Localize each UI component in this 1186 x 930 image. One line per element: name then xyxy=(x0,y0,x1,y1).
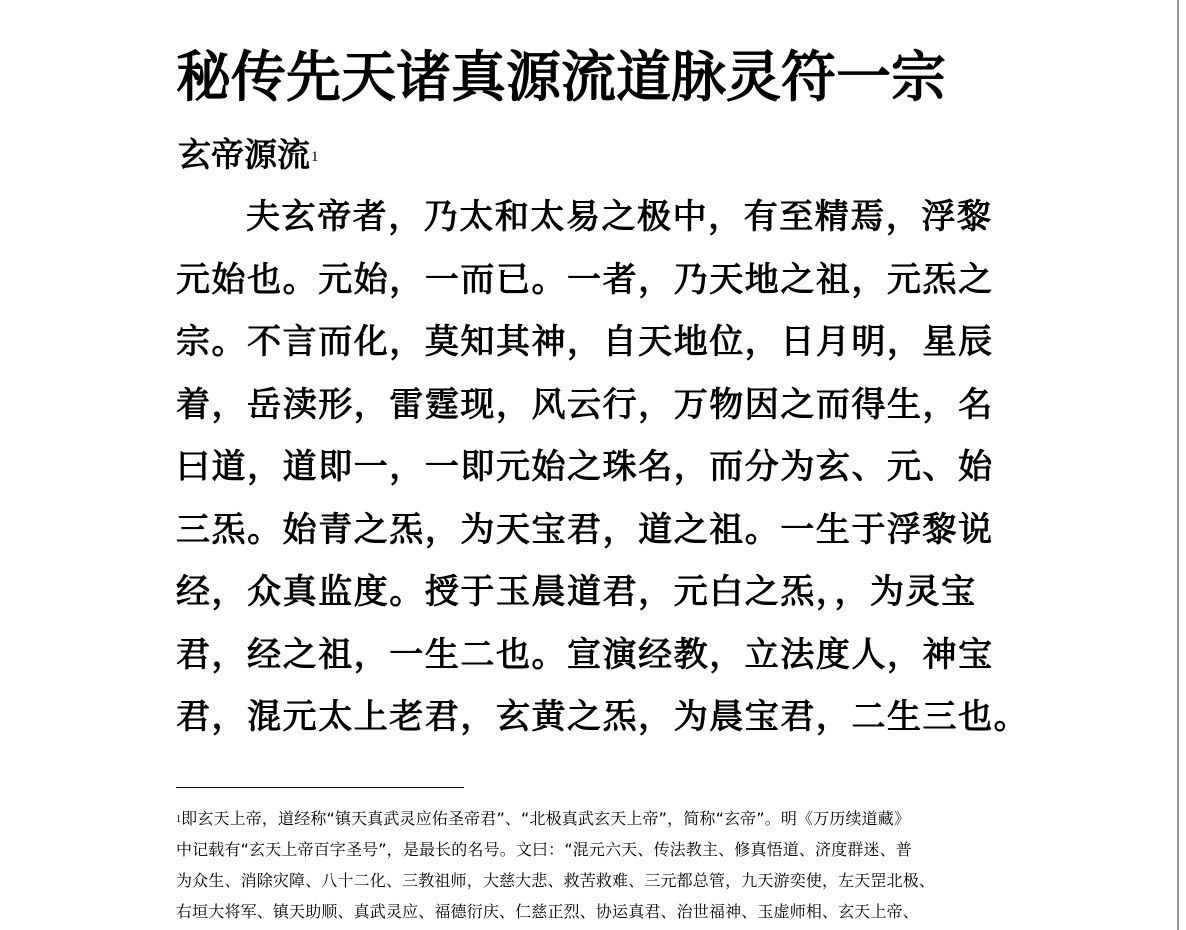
page-margin xyxy=(1179,0,1186,930)
footnote-line: 为众生、消除灾障、八十二化、三教祖师，大慈大悲、救苦救难、三元都总管，九天游奕使，左天罡北极、 xyxy=(176,871,936,890)
body-line: 君，混元太上老君，玄黄之炁，为晨宝君，二生三也。 xyxy=(176,697,1030,737)
body-line: 曰道，道即一，一即元始之珠名，而分为玄、元、始 xyxy=(176,447,994,487)
body-line: 着，岳渎形，雷霆现，风云行，万物因之而得生，名 xyxy=(176,384,994,425)
footnote xyxy=(176,803,1016,927)
section-heading xyxy=(178,134,319,176)
footnote-line: 右垣大将军、镇天助顺、真武灵应、福德衍庆、仁慈正烈、协运真君、治世福神、玉虚师相、玄天上帝、 xyxy=(176,902,919,921)
body-line: 三炁。始青之炁，为天宝君，道之祖。一生于浮黎说 xyxy=(176,509,994,550)
page-title: 秘传先天诸真源流道脉灵符一宗 xyxy=(176,45,947,109)
body-line: 元始也。元始，一而已。一者，乃天地之祖，元炁之 xyxy=(176,259,994,300)
body-line: 夫玄帝者，乃太和太易之极中，有至精焉，浮黎 xyxy=(246,197,993,237)
footnote-line: 中记载有“玄天上帝百字圣号”，是最长的名号。文曰：“混元六天、传法教主、修真悟道、济度群迷、普 xyxy=(176,840,912,859)
footnote-reference: 1 xyxy=(311,149,319,165)
body-line: 君，经之祖，一生二也。宣演经教，立法度人，神宝 xyxy=(176,634,994,675)
footnote-marker: 1 xyxy=(176,814,182,825)
body-paragraph xyxy=(176,186,1030,749)
body-line: 经，众真监度。授于玉晨道君，元白之炁，，为灵宝 xyxy=(176,572,977,612)
footnote-separator xyxy=(176,787,464,788)
footnote-line xyxy=(176,803,1016,834)
section-heading-text: 玄帝源流 xyxy=(178,135,310,174)
footnote-text: 即玄天上帝，道经称“镇天真武灵应佑圣帝君”、“北极真武玄天上帝”，简称“玄帝”。明《万历续道藏》 xyxy=(181,809,911,828)
body-line: 宗。不言而化，莫知其神，自天地位，日月明，星辰 xyxy=(176,322,994,362)
